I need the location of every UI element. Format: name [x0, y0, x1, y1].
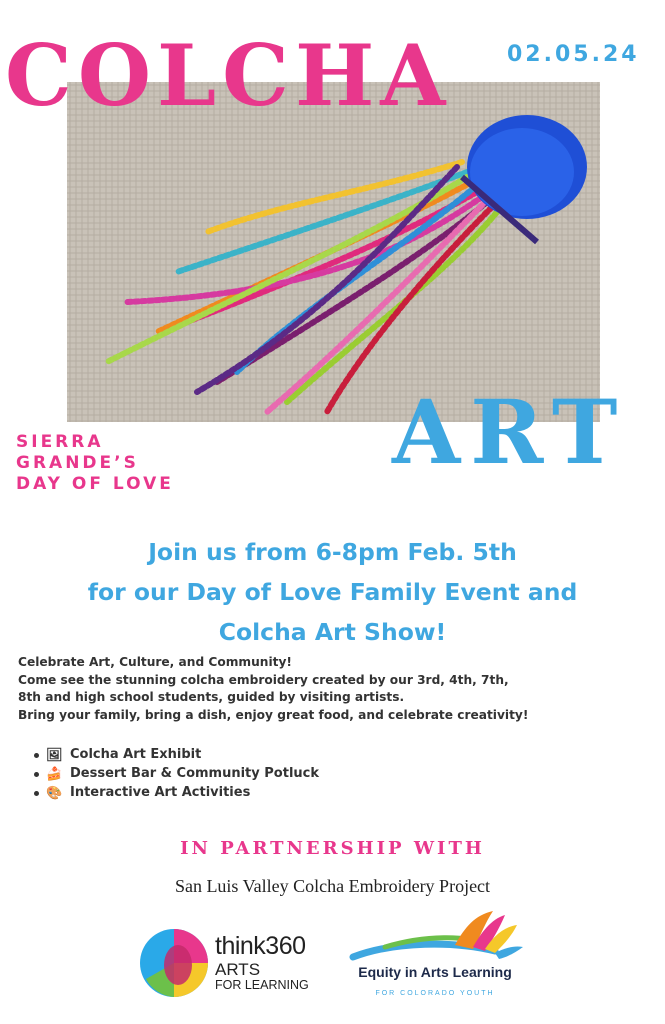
description-line: 8th and high school students, guided by visiting artists.	[18, 690, 405, 704]
think360-wordmark	[215, 934, 309, 992]
list-item	[46, 783, 319, 802]
framed-picture-icon: 🖼	[46, 748, 63, 763]
event-subtitle	[16, 432, 276, 495]
headline-line: Join us from 6-8pm Feb. 5th	[148, 538, 517, 566]
subtitle-line: DAY OF LOVE	[16, 474, 174, 494]
list-item-label: Colcha Art Exhibit	[70, 747, 202, 762]
subtitle-line: GRANDE’S	[16, 453, 139, 473]
list-item	[46, 745, 319, 764]
title-colcha: COLCHA	[5, 26, 452, 125]
list-item	[46, 764, 319, 783]
equity-arts-logo-icon	[345, 905, 545, 1000]
headline-line: for our Day of Love Family Event and	[87, 578, 578, 606]
description-line: Celebrate Art, Culture, and Community!	[18, 655, 292, 669]
description-line: Bring your family, bring a dish, enjoy great food, and celebrate creativity!	[18, 707, 529, 722]
colcha-embroidery-photo	[67, 82, 600, 422]
partner-project-name: San Luis Valley Colcha Embroidery Project	[174, 876, 491, 896]
bullet-dot	[34, 772, 39, 777]
equity-logo-title: Equity in Arts Learning	[358, 964, 512, 980]
description-line: Come see the stunning colcha embroidery created by our 3rd, 4th, 7th,	[18, 672, 509, 687]
bullet-dot	[34, 753, 39, 758]
list-item-label: Dessert Bar & Community Potluck	[70, 766, 320, 781]
partnership-heading: IN PARTNERSHIP WITH	[180, 838, 485, 859]
equity-logo-subtitle: FOR COLORADO YOUTH	[375, 990, 495, 997]
subtitle-line: SIERRA	[16, 432, 104, 452]
think360-name: think360	[215, 932, 306, 960]
headline-line: Colcha Art Show!	[218, 618, 447, 646]
cake-icon: 🍰	[46, 767, 63, 782]
palette-icon: 🎨	[46, 786, 63, 801]
think360-arts: ARTS	[215, 960, 261, 979]
think360-for-learning: FOR LEARNING	[215, 978, 309, 992]
title-art: ART	[392, 380, 628, 484]
activities-list	[46, 745, 319, 802]
event-headline	[0, 532, 665, 652]
bullet-dot	[34, 791, 39, 796]
jellyfish-embroidery-image	[67, 82, 600, 422]
event-date: 02.05.24	[507, 42, 640, 67]
list-item-label: Interactive Art Activities	[70, 785, 251, 800]
event-description	[18, 654, 658, 724]
